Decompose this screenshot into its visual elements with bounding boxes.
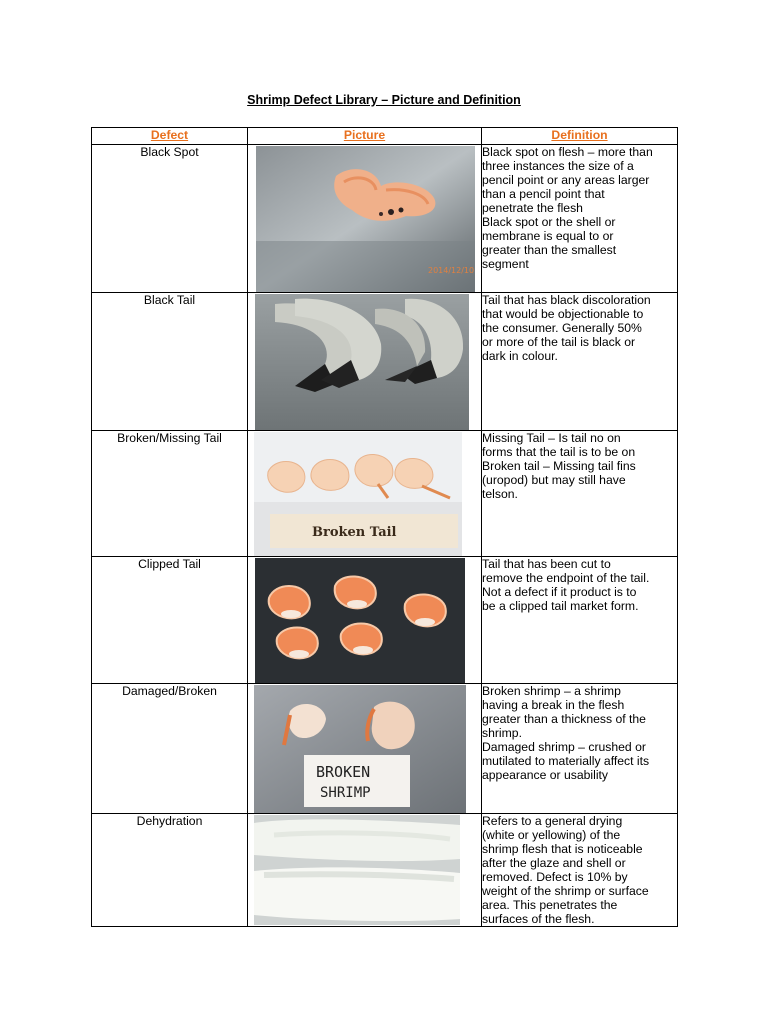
defect-definition: Missing Tail – Is tail no on forms that the tail is to be on Broken tail – Missing tail fins (uropod) but may still have telson. bbox=[482, 431, 678, 557]
defect-name: Black Spot bbox=[92, 145, 248, 293]
defect-name: Black Tail bbox=[92, 293, 248, 431]
header-picture: Picture bbox=[248, 128, 482, 145]
photo-date-stamp: 2014/12/10 bbox=[428, 266, 475, 275]
table-row bbox=[92, 431, 678, 557]
black-spot-photo bbox=[256, 146, 475, 292]
defect-definition: Refers to a general drying (white or yellowing) of the shrimp flesh that is noticeable after the glaze and shell or removed. Defect is 10% by weight of the shrimp or surface area. This penetrates the surfaces of the flesh. bbox=[482, 814, 678, 927]
table-row bbox=[92, 145, 678, 293]
defect-picture-cell bbox=[248, 293, 482, 431]
defect-definition: Broken shrimp – a shrimp having a break in the flesh greater than a thickness of the shrimp. Damaged shrimp – crushed or mutilated to materially affect its appearance or usability bbox=[482, 684, 678, 814]
defect-table bbox=[91, 127, 678, 927]
photo-label-line2: SHRIMP bbox=[320, 785, 371, 801]
black-tail-photo bbox=[255, 294, 469, 430]
table-row bbox=[92, 684, 678, 814]
defect-name: Clipped Tail bbox=[92, 557, 248, 684]
defect-definition: Black spot on flesh – more than three instances the size of a pencil point or any areas larger than a pencil point that penetrate the flesh Black spot or the shell or membrane is equal to or greater than the smallest segment bbox=[482, 145, 678, 293]
table-row bbox=[92, 814, 678, 927]
defect-definition: Tail that has black discoloration that would be objectionable to the consumer. Generally 50% or more of the tail is black or dark in colour. bbox=[482, 293, 678, 431]
photo-label: Broken Tail bbox=[312, 525, 397, 540]
clipped-tail-photo bbox=[255, 558, 465, 683]
defect-name: Damaged/Broken bbox=[92, 684, 248, 814]
defect-name: Dehydration bbox=[92, 814, 248, 927]
broken-shrimp-photo bbox=[254, 685, 466, 813]
defect-picture-cell bbox=[248, 684, 482, 814]
photo-label-line1: BROKEN bbox=[316, 763, 371, 781]
defect-picture-cell bbox=[248, 814, 482, 927]
broken-tail-photo bbox=[254, 432, 462, 556]
defect-picture-cell bbox=[248, 557, 482, 684]
table-row bbox=[92, 557, 678, 684]
defect-definition: Tail that has been cut to remove the endpoint of the tail. Not a defect if it product is to be a clipped tail market form. bbox=[482, 557, 678, 684]
defect-name: Broken/Missing Tail bbox=[92, 431, 248, 557]
header-definition: Definition bbox=[482, 128, 678, 145]
dehydration-photo bbox=[254, 815, 460, 925]
document-title: Shrimp Defect Library – Picture and Definition bbox=[247, 93, 521, 107]
header-defect: Defect bbox=[92, 128, 248, 145]
table-header-row bbox=[92, 128, 678, 145]
table-row bbox=[92, 293, 678, 431]
defect-picture-cell bbox=[248, 431, 482, 557]
defect-picture-cell bbox=[248, 145, 482, 293]
